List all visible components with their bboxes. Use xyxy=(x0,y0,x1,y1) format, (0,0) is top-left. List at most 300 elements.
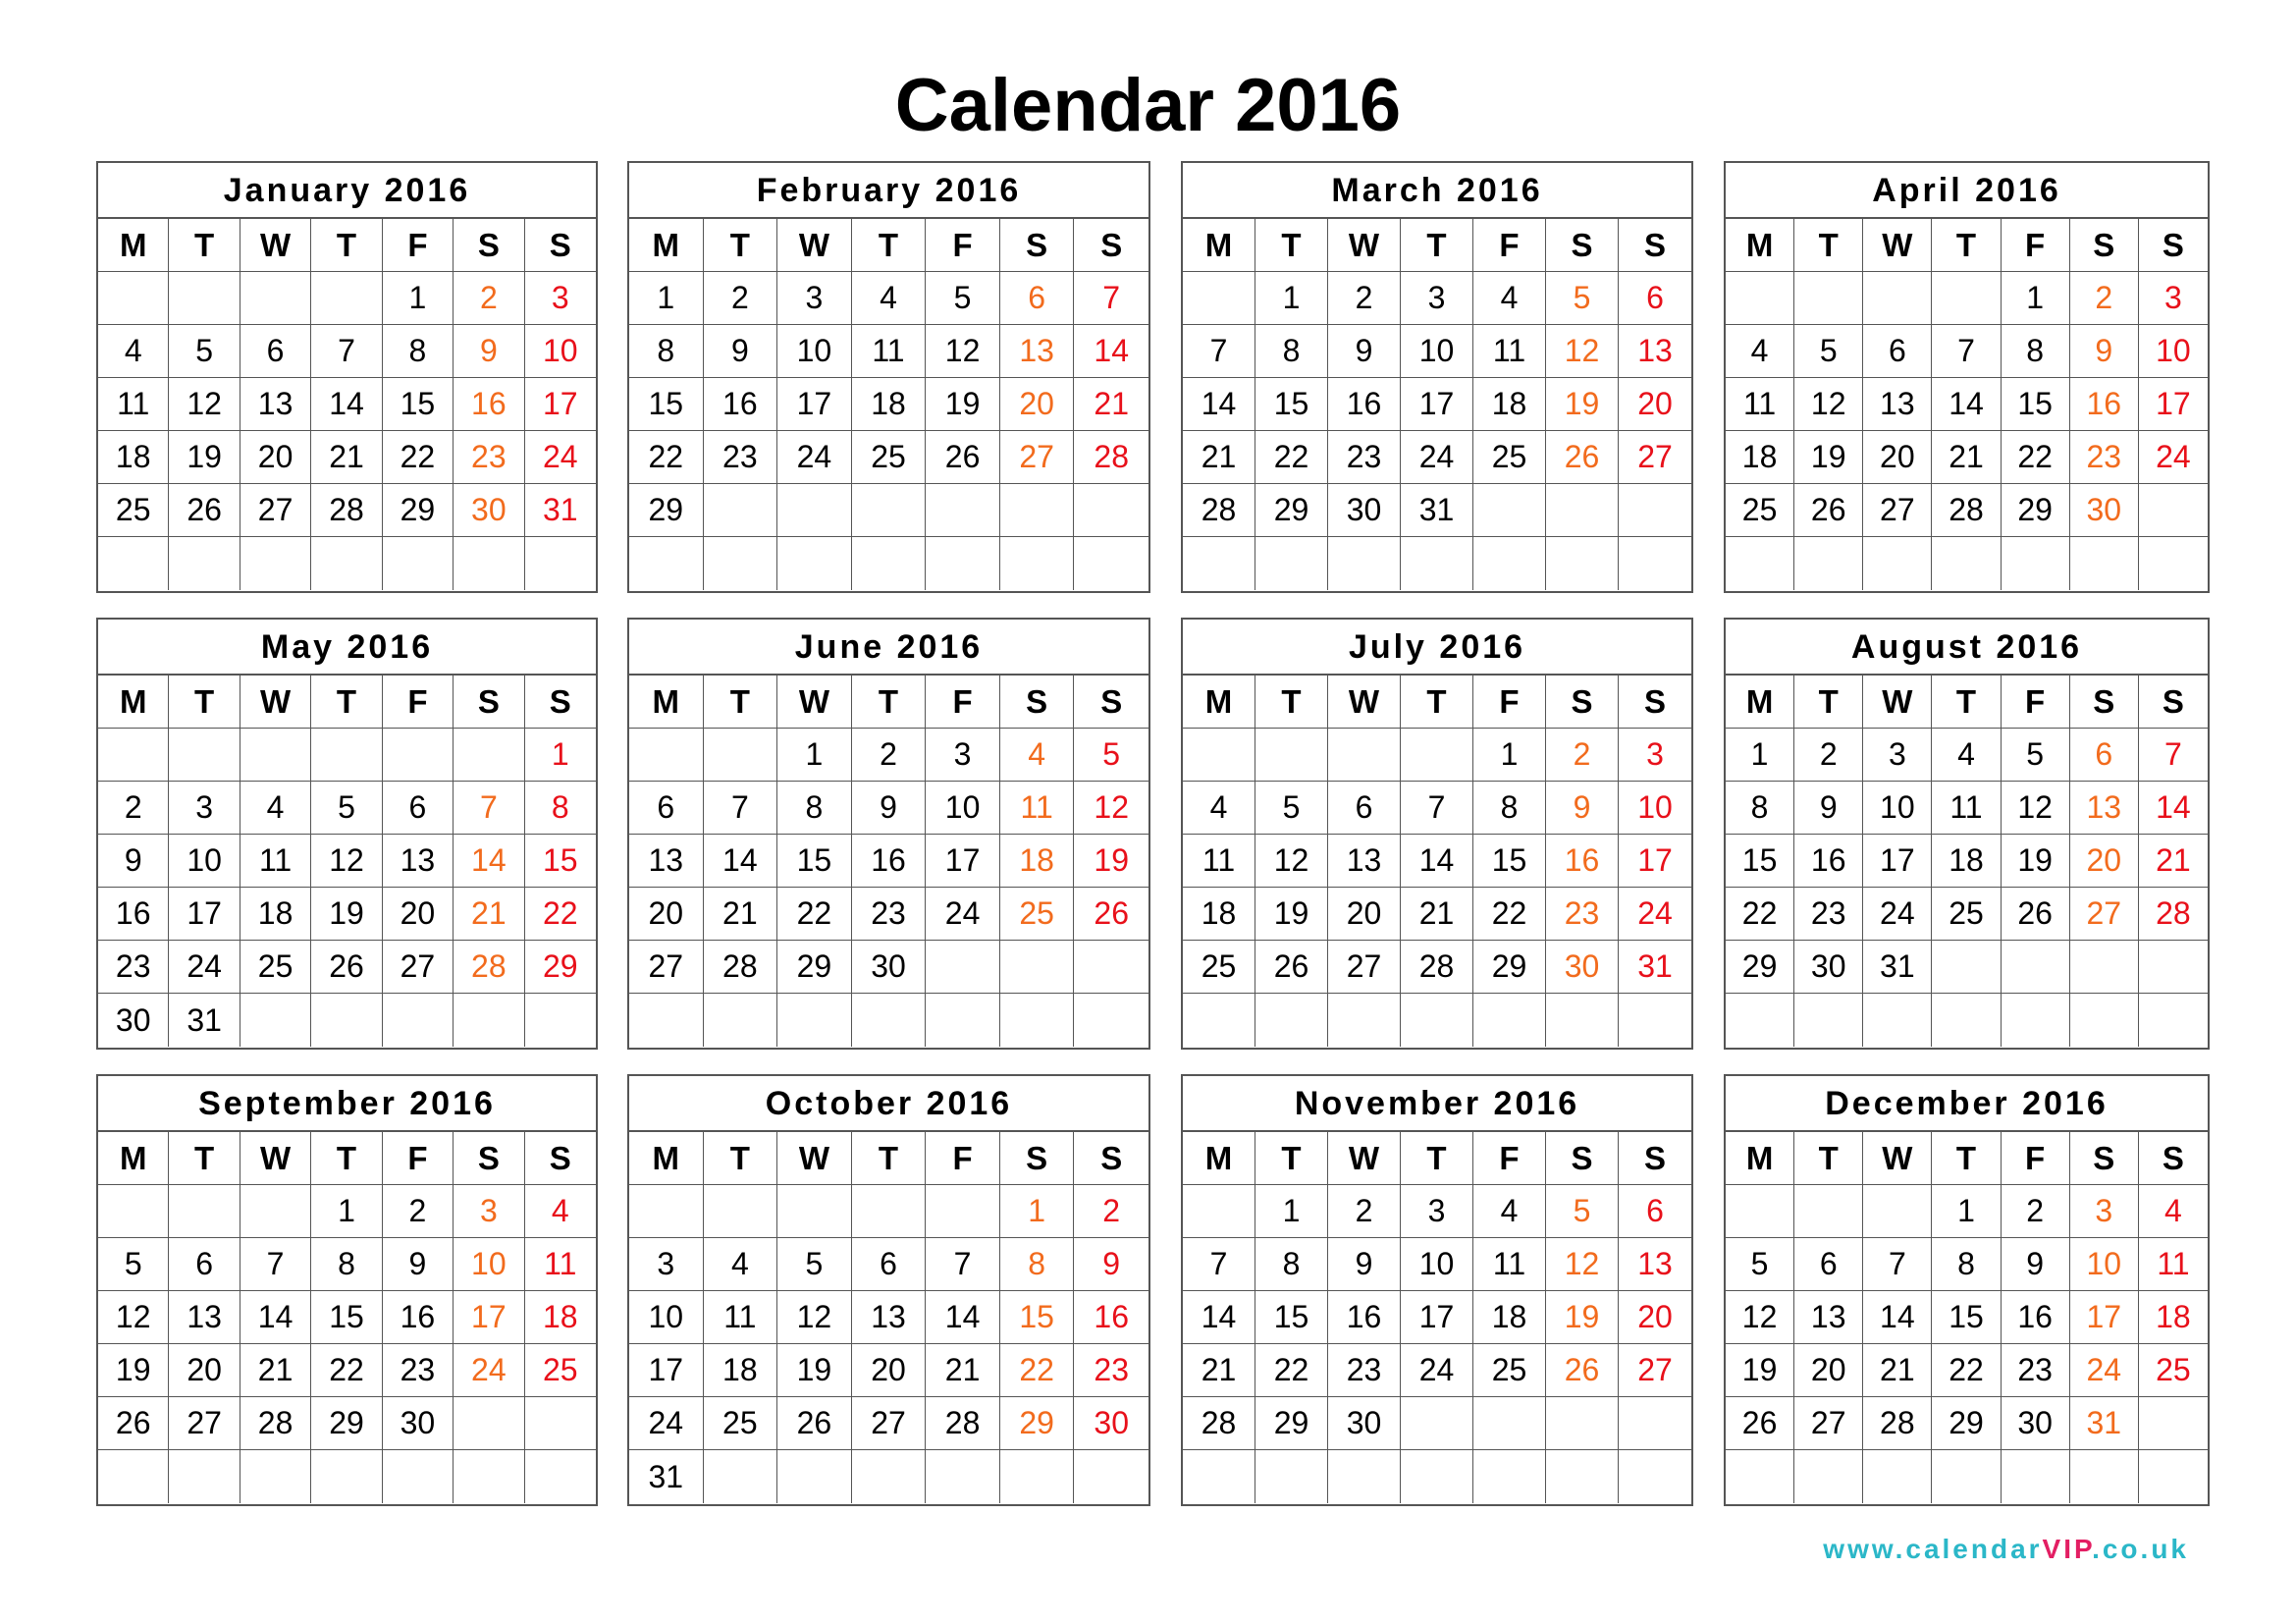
day-cell: 31 xyxy=(169,994,240,1047)
day-cell: 5 xyxy=(1546,272,1619,325)
empty-cell xyxy=(1726,1185,1794,1238)
empty-cell xyxy=(1401,1397,1473,1450)
day-cell: 4 xyxy=(98,325,169,378)
weekday-header: S xyxy=(2139,219,2208,272)
day-cell: 9 xyxy=(2002,1238,2070,1291)
day-cell: 9 xyxy=(1794,782,1863,835)
day-cell: 17 xyxy=(454,1291,524,1344)
day-cell: 7 xyxy=(1401,782,1473,835)
weekday-header: T xyxy=(1401,219,1473,272)
empty-cell xyxy=(169,272,240,325)
day-cell: 22 xyxy=(383,431,454,484)
day-cell: 9 xyxy=(1328,1238,1401,1291)
empty-cell xyxy=(2002,994,2070,1047)
empty-cell xyxy=(454,1397,524,1450)
empty-cell xyxy=(454,994,524,1047)
day-cell: 12 xyxy=(98,1291,169,1344)
empty-cell xyxy=(1726,272,1794,325)
day-cell: 13 xyxy=(1000,325,1075,378)
day-cell: 12 xyxy=(926,325,1000,378)
day-cell: 30 xyxy=(2070,484,2139,537)
empty-cell xyxy=(1401,537,1473,590)
day-cell: 20 xyxy=(240,431,311,484)
empty-cell xyxy=(383,537,454,590)
empty-cell xyxy=(1546,484,1619,537)
weekday-header: F xyxy=(926,676,1000,729)
month-title: March 2016 xyxy=(1183,163,1691,219)
weekday-header: S xyxy=(1546,676,1619,729)
day-cell: 5 xyxy=(926,272,1000,325)
empty-cell xyxy=(2139,537,2208,590)
empty-cell xyxy=(1074,994,1148,1047)
day-cell: 2 xyxy=(383,1185,454,1238)
day-cell: 26 xyxy=(926,431,1000,484)
day-cell: 11 xyxy=(1473,1238,1546,1291)
empty-cell xyxy=(704,729,778,782)
weekday-header: F xyxy=(926,219,1000,272)
day-cell: 8 xyxy=(629,325,704,378)
weekday-header: M xyxy=(629,676,704,729)
day-cell: 27 xyxy=(169,1397,240,1450)
day-cell: 29 xyxy=(1726,941,1794,994)
month-grid xyxy=(629,1132,1148,1503)
weekday-header: T xyxy=(1932,1132,2001,1185)
empty-cell xyxy=(1255,994,1328,1047)
day-cell: 2 xyxy=(454,272,524,325)
day-cell: 28 xyxy=(1183,484,1255,537)
day-cell: 7 xyxy=(2139,729,2208,782)
day-cell: 1 xyxy=(2002,272,2070,325)
day-cell: 10 xyxy=(1863,782,1932,835)
month-grid xyxy=(1183,219,1691,590)
weekday-header: S xyxy=(1619,676,1691,729)
day-cell: 21 xyxy=(1183,1344,1255,1397)
day-cell: 21 xyxy=(1183,431,1255,484)
day-cell: 5 xyxy=(1794,325,1863,378)
day-cell: 31 xyxy=(1619,941,1691,994)
empty-cell xyxy=(1183,994,1255,1047)
day-cell: 3 xyxy=(1619,729,1691,782)
day-cell: 22 xyxy=(629,431,704,484)
day-cell: 8 xyxy=(1932,1238,2001,1291)
day-cell: 11 xyxy=(1726,378,1794,431)
day-cell: 29 xyxy=(629,484,704,537)
empty-cell xyxy=(1000,484,1075,537)
day-cell: 25 xyxy=(1473,1344,1546,1397)
day-cell: 18 xyxy=(1932,835,2001,888)
weekday-header: S xyxy=(454,1132,524,1185)
day-cell: 16 xyxy=(1546,835,1619,888)
month-7 xyxy=(1181,618,1693,1050)
day-cell: 13 xyxy=(383,835,454,888)
day-cell: 17 xyxy=(1401,1291,1473,1344)
weekday-header: M xyxy=(1183,219,1255,272)
weekday-header: T xyxy=(1932,676,2001,729)
weekday-header: W xyxy=(1328,676,1401,729)
empty-cell xyxy=(98,729,169,782)
day-cell: 7 xyxy=(1183,1238,1255,1291)
day-cell: 13 xyxy=(1619,325,1691,378)
empty-cell xyxy=(1183,1185,1255,1238)
day-cell: 17 xyxy=(525,378,596,431)
page-title: Calendar 2016 xyxy=(894,64,1402,147)
day-cell: 9 xyxy=(1328,325,1401,378)
day-cell: 28 xyxy=(1183,1397,1255,1450)
day-cell: 4 xyxy=(240,782,311,835)
day-cell: 24 xyxy=(1619,888,1691,941)
weekday-header: F xyxy=(2002,676,2070,729)
empty-cell xyxy=(1473,484,1546,537)
day-cell: 16 xyxy=(852,835,927,888)
day-cell: 20 xyxy=(1863,431,1932,484)
day-cell: 15 xyxy=(1255,378,1328,431)
weekday-header: F xyxy=(2002,219,2070,272)
weekday-header: M xyxy=(1726,676,1794,729)
day-cell: 26 xyxy=(2002,888,2070,941)
day-cell: 24 xyxy=(1401,1344,1473,1397)
empty-cell xyxy=(1473,1450,1546,1503)
day-cell: 13 xyxy=(1619,1238,1691,1291)
day-cell: 22 xyxy=(1726,888,1794,941)
weekday-header: M xyxy=(629,219,704,272)
weekday-header: T xyxy=(704,676,778,729)
empty-cell xyxy=(1619,1450,1691,1503)
weekday-header: T xyxy=(704,219,778,272)
empty-cell xyxy=(1183,1450,1255,1503)
day-cell: 24 xyxy=(169,941,240,994)
day-cell: 29 xyxy=(525,941,596,994)
day-cell: 14 xyxy=(2139,782,2208,835)
empty-cell xyxy=(1328,994,1401,1047)
weekday-header: T xyxy=(704,1132,778,1185)
day-cell: 2 xyxy=(1328,1185,1401,1238)
day-cell: 23 xyxy=(454,431,524,484)
weekday-header: S xyxy=(454,219,524,272)
day-cell: 5 xyxy=(169,325,240,378)
day-cell: 25 xyxy=(1183,941,1255,994)
day-cell: 26 xyxy=(1546,1344,1619,1397)
day-cell: 2 xyxy=(1794,729,1863,782)
weekday-header: S xyxy=(1546,219,1619,272)
day-cell: 4 xyxy=(1473,1185,1546,1238)
empty-cell xyxy=(311,1450,382,1503)
day-cell: 16 xyxy=(1328,1291,1401,1344)
empty-cell xyxy=(1183,729,1255,782)
day-cell: 17 xyxy=(1619,835,1691,888)
day-cell: 7 xyxy=(704,782,778,835)
day-cell: 18 xyxy=(1000,835,1075,888)
day-cell: 17 xyxy=(169,888,240,941)
day-cell: 5 xyxy=(777,1238,852,1291)
day-cell: 14 xyxy=(1401,835,1473,888)
empty-cell xyxy=(777,484,852,537)
day-cell: 13 xyxy=(169,1291,240,1344)
day-cell: 16 xyxy=(1074,1291,1148,1344)
day-cell: 6 xyxy=(169,1238,240,1291)
day-cell: 5 xyxy=(311,782,382,835)
weekday-header: T xyxy=(1794,676,1863,729)
day-cell: 6 xyxy=(383,782,454,835)
day-cell: 31 xyxy=(1401,484,1473,537)
day-cell: 21 xyxy=(311,431,382,484)
day-cell: 29 xyxy=(311,1397,382,1450)
day-cell: 18 xyxy=(1726,431,1794,484)
empty-cell xyxy=(240,1450,311,1503)
day-cell: 24 xyxy=(2139,431,2208,484)
day-cell: 7 xyxy=(240,1238,311,1291)
day-cell: 24 xyxy=(2070,1344,2139,1397)
month-grid xyxy=(1726,1132,2208,1503)
day-cell: 14 xyxy=(926,1291,1000,1344)
day-cell: 24 xyxy=(926,888,1000,941)
day-cell: 4 xyxy=(2139,1185,2208,1238)
day-cell: 20 xyxy=(1794,1344,1863,1397)
day-cell: 22 xyxy=(311,1344,382,1397)
empty-cell xyxy=(704,994,778,1047)
day-cell: 15 xyxy=(383,378,454,431)
day-cell: 12 xyxy=(311,835,382,888)
website-url-part3: .co.uk xyxy=(2092,1534,2189,1564)
day-cell: 5 xyxy=(1726,1238,1794,1291)
day-cell: 28 xyxy=(2139,888,2208,941)
day-cell: 3 xyxy=(777,272,852,325)
day-cell: 11 xyxy=(98,378,169,431)
day-cell: 11 xyxy=(1183,835,1255,888)
weekday-header: S xyxy=(1619,219,1691,272)
weekday-header: T xyxy=(1794,219,1863,272)
day-cell: 21 xyxy=(1932,431,2001,484)
day-cell: 18 xyxy=(704,1344,778,1397)
day-cell: 16 xyxy=(98,888,169,941)
day-cell: 22 xyxy=(525,888,596,941)
empty-cell xyxy=(777,1450,852,1503)
empty-cell xyxy=(1726,1450,1794,1503)
day-cell: 20 xyxy=(1619,1291,1691,1344)
day-cell: 2 xyxy=(98,782,169,835)
day-cell: 13 xyxy=(629,835,704,888)
month-4 xyxy=(1724,161,2210,593)
day-cell: 2 xyxy=(704,272,778,325)
day-cell: 9 xyxy=(383,1238,454,1291)
empty-cell xyxy=(1000,537,1075,590)
empty-cell xyxy=(1794,1185,1863,1238)
empty-cell xyxy=(1932,994,2001,1047)
day-cell: 12 xyxy=(2002,782,2070,835)
day-cell: 24 xyxy=(525,431,596,484)
day-cell: 9 xyxy=(1546,782,1619,835)
empty-cell xyxy=(454,729,524,782)
day-cell: 18 xyxy=(1183,888,1255,941)
day-cell: 6 xyxy=(1619,272,1691,325)
weekday-header: T xyxy=(169,1132,240,1185)
empty-cell xyxy=(629,729,704,782)
weekday-header: W xyxy=(777,219,852,272)
day-cell: 7 xyxy=(454,782,524,835)
day-cell: 21 xyxy=(2139,835,2208,888)
weekday-header: S xyxy=(2070,676,2139,729)
day-cell: 25 xyxy=(525,1344,596,1397)
empty-cell xyxy=(852,994,927,1047)
day-cell: 12 xyxy=(1546,1238,1619,1291)
empty-cell xyxy=(852,1185,927,1238)
day-cell: 3 xyxy=(1863,729,1932,782)
day-cell: 25 xyxy=(2139,1344,2208,1397)
weekday-header: W xyxy=(777,676,852,729)
month-grid xyxy=(98,676,596,1047)
empty-cell xyxy=(852,484,927,537)
month-title: April 2016 xyxy=(1726,163,2208,219)
day-cell: 18 xyxy=(240,888,311,941)
weekday-header: T xyxy=(169,219,240,272)
day-cell: 6 xyxy=(629,782,704,835)
empty-cell xyxy=(240,729,311,782)
empty-cell xyxy=(1473,1397,1546,1450)
empty-cell xyxy=(2070,537,2139,590)
day-cell: 13 xyxy=(852,1291,927,1344)
empty-cell xyxy=(1074,537,1148,590)
day-cell: 17 xyxy=(2139,378,2208,431)
weekday-header: T xyxy=(1255,676,1328,729)
day-cell: 15 xyxy=(777,835,852,888)
day-cell: 12 xyxy=(1074,782,1148,835)
empty-cell xyxy=(2139,941,2208,994)
day-cell: 23 xyxy=(2070,431,2139,484)
day-cell: 27 xyxy=(383,941,454,994)
day-cell: 9 xyxy=(98,835,169,888)
day-cell: 22 xyxy=(1000,1344,1075,1397)
day-cell: 9 xyxy=(1074,1238,1148,1291)
day-cell: 10 xyxy=(1619,782,1691,835)
day-cell: 17 xyxy=(629,1344,704,1397)
day-cell: 6 xyxy=(1863,325,1932,378)
day-cell: 14 xyxy=(311,378,382,431)
month-title: June 2016 xyxy=(629,620,1148,676)
empty-cell xyxy=(1619,994,1691,1047)
day-cell: 16 xyxy=(454,378,524,431)
day-cell: 20 xyxy=(852,1344,927,1397)
day-cell: 19 xyxy=(926,378,1000,431)
day-cell: 10 xyxy=(169,835,240,888)
day-cell: 28 xyxy=(704,941,778,994)
empty-cell xyxy=(2139,1397,2208,1450)
empty-cell xyxy=(454,1450,524,1503)
empty-cell xyxy=(1546,994,1619,1047)
empty-cell xyxy=(1328,729,1401,782)
day-cell: 14 xyxy=(1863,1291,1932,1344)
empty-cell xyxy=(2002,537,2070,590)
day-cell: 19 xyxy=(1074,835,1148,888)
weekday-header: W xyxy=(240,676,311,729)
day-cell: 7 xyxy=(1863,1238,1932,1291)
empty-cell xyxy=(383,729,454,782)
day-cell: 23 xyxy=(1328,1344,1401,1397)
empty-cell xyxy=(1726,537,1794,590)
day-cell: 26 xyxy=(1074,888,1148,941)
month-grid xyxy=(1726,676,2208,1047)
empty-cell xyxy=(1074,941,1148,994)
empty-cell xyxy=(1546,1397,1619,1450)
month-8 xyxy=(1724,618,2210,1050)
day-cell: 22 xyxy=(1473,888,1546,941)
month-title: July 2016 xyxy=(1183,620,1691,676)
day-cell: 8 xyxy=(1726,782,1794,835)
empty-cell xyxy=(1255,729,1328,782)
day-cell: 22 xyxy=(1255,431,1328,484)
day-cell: 1 xyxy=(777,729,852,782)
month-3 xyxy=(1181,161,1693,593)
day-cell: 8 xyxy=(1255,325,1328,378)
empty-cell xyxy=(383,1450,454,1503)
empty-cell xyxy=(704,1185,778,1238)
day-cell: 30 xyxy=(1546,941,1619,994)
day-cell: 21 xyxy=(1074,378,1148,431)
weekday-header: S xyxy=(1000,219,1075,272)
day-cell: 19 xyxy=(1255,888,1328,941)
website-url[interactable] xyxy=(1747,1530,2189,1569)
day-cell: 30 xyxy=(852,941,927,994)
day-cell: 11 xyxy=(1000,782,1075,835)
weekday-header: M xyxy=(629,1132,704,1185)
day-cell: 31 xyxy=(525,484,596,537)
empty-cell xyxy=(1619,484,1691,537)
empty-cell xyxy=(1794,537,1863,590)
day-cell: 2 xyxy=(2070,272,2139,325)
weekday-header: S xyxy=(525,676,596,729)
day-cell: 24 xyxy=(454,1344,524,1397)
empty-cell xyxy=(98,1450,169,1503)
empty-cell xyxy=(1863,994,1932,1047)
day-cell: 7 xyxy=(1074,272,1148,325)
empty-cell xyxy=(2139,1450,2208,1503)
day-cell: 6 xyxy=(1000,272,1075,325)
empty-cell xyxy=(1932,272,2001,325)
day-cell: 8 xyxy=(525,782,596,835)
empty-cell xyxy=(1473,537,1546,590)
day-cell: 10 xyxy=(2070,1238,2139,1291)
day-cell: 5 xyxy=(98,1238,169,1291)
empty-cell xyxy=(1000,941,1075,994)
empty-cell xyxy=(240,272,311,325)
empty-cell xyxy=(525,1450,596,1503)
day-cell: 9 xyxy=(704,325,778,378)
day-cell: 14 xyxy=(1074,325,1148,378)
day-cell: 18 xyxy=(1473,378,1546,431)
weekday-header: S xyxy=(525,1132,596,1185)
day-cell: 20 xyxy=(1000,378,1075,431)
day-cell: 14 xyxy=(240,1291,311,1344)
weekday-header: W xyxy=(1863,219,1932,272)
day-cell: 13 xyxy=(240,378,311,431)
day-cell: 19 xyxy=(98,1344,169,1397)
day-cell: 19 xyxy=(1546,1291,1619,1344)
empty-cell xyxy=(1932,941,2001,994)
day-cell: 1 xyxy=(1255,1185,1328,1238)
day-cell: 25 xyxy=(1473,431,1546,484)
day-cell: 30 xyxy=(383,1397,454,1450)
empty-cell xyxy=(629,1185,704,1238)
weekday-header: F xyxy=(926,1132,1000,1185)
day-cell: 27 xyxy=(240,484,311,537)
empty-cell xyxy=(98,537,169,590)
day-cell: 20 xyxy=(169,1344,240,1397)
day-cell: 11 xyxy=(240,835,311,888)
empty-cell xyxy=(2002,941,2070,994)
empty-cell xyxy=(1932,537,2001,590)
weekday-header: S xyxy=(2070,219,2139,272)
day-cell: 6 xyxy=(1794,1238,1863,1291)
day-cell: 15 xyxy=(311,1291,382,1344)
day-cell: 24 xyxy=(629,1397,704,1450)
